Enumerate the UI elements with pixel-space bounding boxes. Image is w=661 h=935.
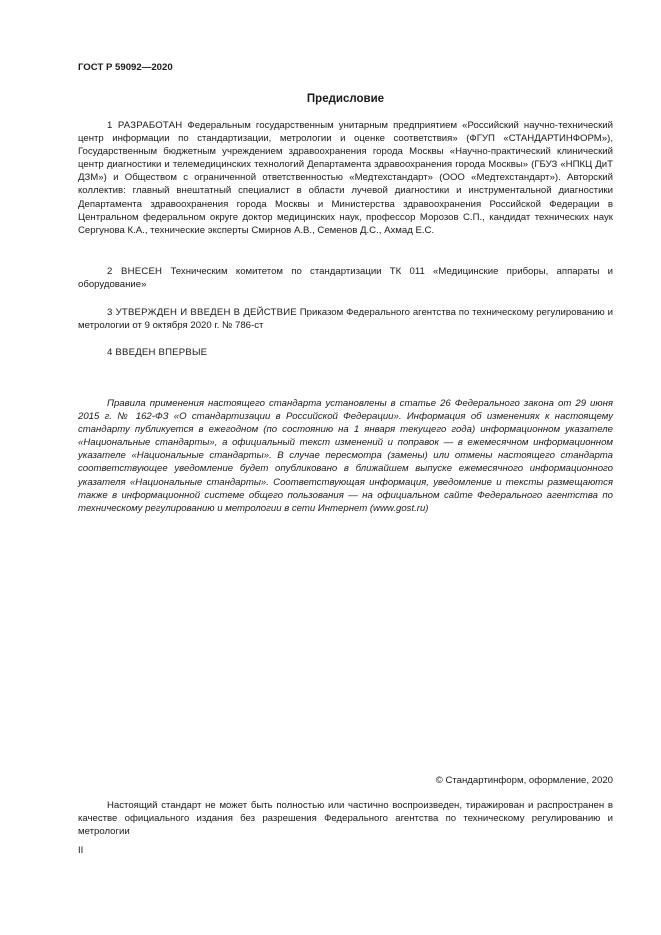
- foreword-item-1-text: Федеральным государственным унитарным предприятием «Российский научно-технический центр информации по стандартизации, метрологии и оценке соответствия» (ФГУП «СТАНДАРТИНФОРМ»), Государственным бюджетным учреждением здравоохранения города Москвы «Научно-практический клинический центр диагностики и телемедицинских технологий Департамента здравоохранения города Москвы» (ГБУЗ «НПКЦ ДиТ ДЗМ») и Обществом с ограниченной ответственностью «Медтехстандарт» (ООО «Медтехстандарт»). Авторский коллектив: главный внештатный специалист в области лучевой диагностики и инструментальной диагностики Департамента здравоохранения города Москвы и Министерства здравоохранения Российской Федерации в Центральном федеральном округе доктор медицинских наук, профессор Морозов С.П., кандидат технических наук Сергунова К.А., технические эксперты Смирнов А.В., Семенов Д.С., Ахмад Е.С.: [78, 120, 613, 236]
- copyright-line: © Стандартинформ, оформление, 2020: [435, 775, 613, 786]
- foreword-item-1-label: 1 РАЗРАБОТАН: [107, 120, 183, 131]
- document-page: [78, 0, 613, 935]
- foreword-item-2-label: 2 ВНЕСЕН: [107, 266, 163, 277]
- foreword-item-1: [78, 119, 613, 237]
- foreword-item-4-label: 4 ВВЕДЕН ВПЕРВЫЕ: [107, 347, 208, 358]
- foreword-item-3: [78, 306, 613, 332]
- foreword-item-2: [78, 265, 613, 291]
- reproduction-notice: Настоящий стандарт не может быть полностью или частично воспроизведен, тиражирован и распространен в качестве официального издания без разрешения Федерального агентства по техническому регулированию и метрологии: [78, 800, 613, 838]
- foreword-item-2-text: Техническим комитетом по стандартизации ТК 011 «Медицинские приборы, аппараты и оборудование»: [78, 266, 613, 291]
- document-code: ГОСТ Р 59092—2020: [78, 62, 173, 73]
- foreword-title: Предисловие: [306, 93, 385, 105]
- foreword-item-3-text: Приказом Федерального агентства по техническому регулированию и метрологии от 9 октября 2020 г. № 786-ст: [78, 307, 613, 332]
- foreword-item-3-label: 3 УТВЕРЖДЕН И ВВЕДЕН В ДЕЙСТВИЕ: [107, 307, 297, 318]
- page-number: II: [78, 845, 84, 856]
- foreword-item-4: [78, 346, 613, 359]
- standard-application-rules: Правила применения настоящего стандарта установлены в статье 26 Федерального закона от 29 июня 2015 г. № 162-ФЗ «О стандартизации в Российской Федерации». Информация об изменениях к настоящему стандарту публикуется в ежегодном (по состоянию на 1 января текущего года) информационном указателе «Национальные стандарты», а официальный текст изменений и поправок — в ежемесячном информационном указателе «Национальные стандарты». В случае пересмотра (замены) или отмены настоящего стандарта соответствующее уведомление будет опубликовано в ближайшем выпуске ежемесячного информационного указателя «Национальные стандарты». Соответствующая информация, уведомление и тексты размещаются также в информационной системе общего пользования — на официальном сайте Федерального агентства по техническому регулированию и метрологии в сети Интернет (www.gost.ru): [78, 398, 613, 514]
